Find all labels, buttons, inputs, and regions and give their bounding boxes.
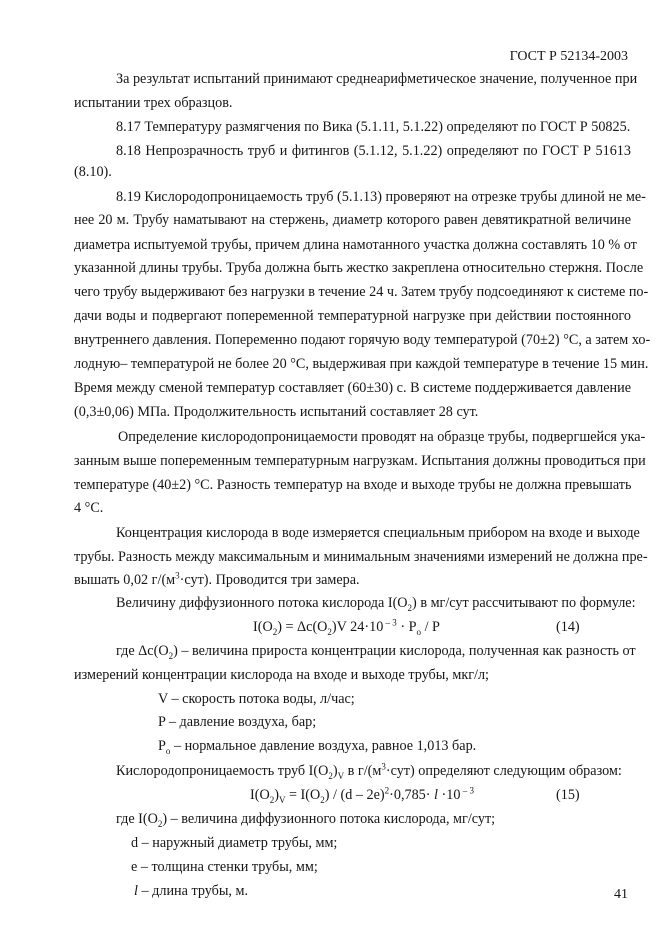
definition-v: V – скорость потока воды, л/час; [158,691,355,707]
paragraph-line: температуре (40±2) °С. Разность температур на входе и выходе трубы не должна превышать [74,477,632,493]
paragraph-line: трубы. Разность между максимальным и минимальным значениями измерений не должна пре- [74,549,648,565]
clause-8-19-line: лодную– температурой не более 20 °С, выдерживая при каждой температуре в течение 15 мин. [74,356,649,372]
clause-8-19-line: 8.19 Кислородопроницаемость труб (5.1.13) проверяют на отрезке трубы длиной не ме- [116,189,646,205]
clause-8-17: 8.17 Температуру размягчения по Вика (5.1.11, 5.1.22) определяют по ГОСТ Р 50825. [116,119,631,135]
paragraph-line: занным выше попеременным температурным нагрузкам. Испытания должны проводиться при [74,453,646,469]
formula-14: $I(O_2) = \Delta c(O_2)V$ 24·10 $^{- 3} \cdot P_o / P$ [253,617,440,637]
clause-8-19-line: диаметра испытуемой трубы, причем длина намотанного участка должна составлять 10 % от [74,237,637,253]
clause-8-19-line: Время между сменой температур составляет (60±30) с. В системе поддерживается давление [74,380,631,396]
definition-e: e – толщина стенки трубы, мм; [131,859,318,875]
clause-8-18-line: 8.18 Непрозрачность труб и фитингов (5.1.12, 5.1.22) определяют по ГОСТ Р 51613 [116,143,631,159]
paragraph-line: Определение кислородопроницаемости проводят на образце трубы, подвергшейся ука- [118,429,646,445]
definition-d: d – наружный диаметр трубы, мм; [131,835,338,851]
paragraph-line: 4 °С. [74,500,104,516]
definition-p: P – давление воздуха, бар; [158,714,317,730]
definition-l: l – длина трубы, м. [134,883,249,899]
paragraph-line: Концентрация кислорода в воде измеряется специальным прибором на входе и выходе [116,525,640,541]
page-number: 41 [614,887,628,902]
clause-8-18-line: (8.10). [74,164,112,180]
definition-line: где $I(O_2)$ – величина диффузионного потока кислорода, мг/сут; [116,811,496,829]
clause-8-19-line: нее 20 м. Трубу наматывают на стержень, диаметр которого равен девятикратной величине [74,212,631,228]
clause-8-19-line: чего трубу выдерживают без нагрузки в течение 24 ч. Затем трубу подсоединяют к системе по- [74,284,649,300]
clause-8-19-line: внутреннего давления. Попеременно подают горячую воду температурой (70±2) °С, а затем хо- [74,332,651,348]
formula-14-number: (14) [556,619,580,635]
clause-8-19-line: указанной длины трубы. Труба должна быть жестко закреплена относительно стержня. После [74,260,644,276]
definition-line: измерений концентрации кислорода на входе и выходе трубы, мкг/л; [74,667,490,683]
clause-8-19-line: дачи воды и подвергают попеременной температурной нагрузке при действии постоянного [74,308,631,324]
document-code: ГОСТ Р 52134-2003 [509,49,628,64]
paragraph-line: Величину диффузионного потока кислорода $I(O_2)$ в мг/сут рассчитывают по формуле: [116,595,636,613]
clause-8-19-line: (0,3±0,06) МПа. Продолжительность испытаний составляет 28 сут. [74,404,479,420]
paragraph-line: испытании трех образцов. [74,95,233,111]
formula-15: $I(O_2)_V = I(O_2) / (d - 2e)^2\cdot 0,785\cdot l \cdot 10$ $^{- 3}$ [250,785,474,805]
paragraph-line: вышать 0,02 $г/(м^3\cdot сут)$. Проводится три замера. [74,570,360,588]
formula-15-number: (15) [556,787,580,803]
paragraph-line: За результат испытаний принимают среднеарифметическое значение, полученное при [116,71,638,87]
definition-line: где $\Delta c(O_2)$ – величина прироста концентрации кислорода, полученная как разность от [116,643,636,661]
definition-po: $P_o$ – нормальное давление воздуха, равное 1,013 бар. [158,738,477,756]
paragraph-line: Кислородопроницаемость труб $I(O_2)_V$ в $г/(м^3\cdot сут)$ определяют следующим образом: [116,761,622,781]
